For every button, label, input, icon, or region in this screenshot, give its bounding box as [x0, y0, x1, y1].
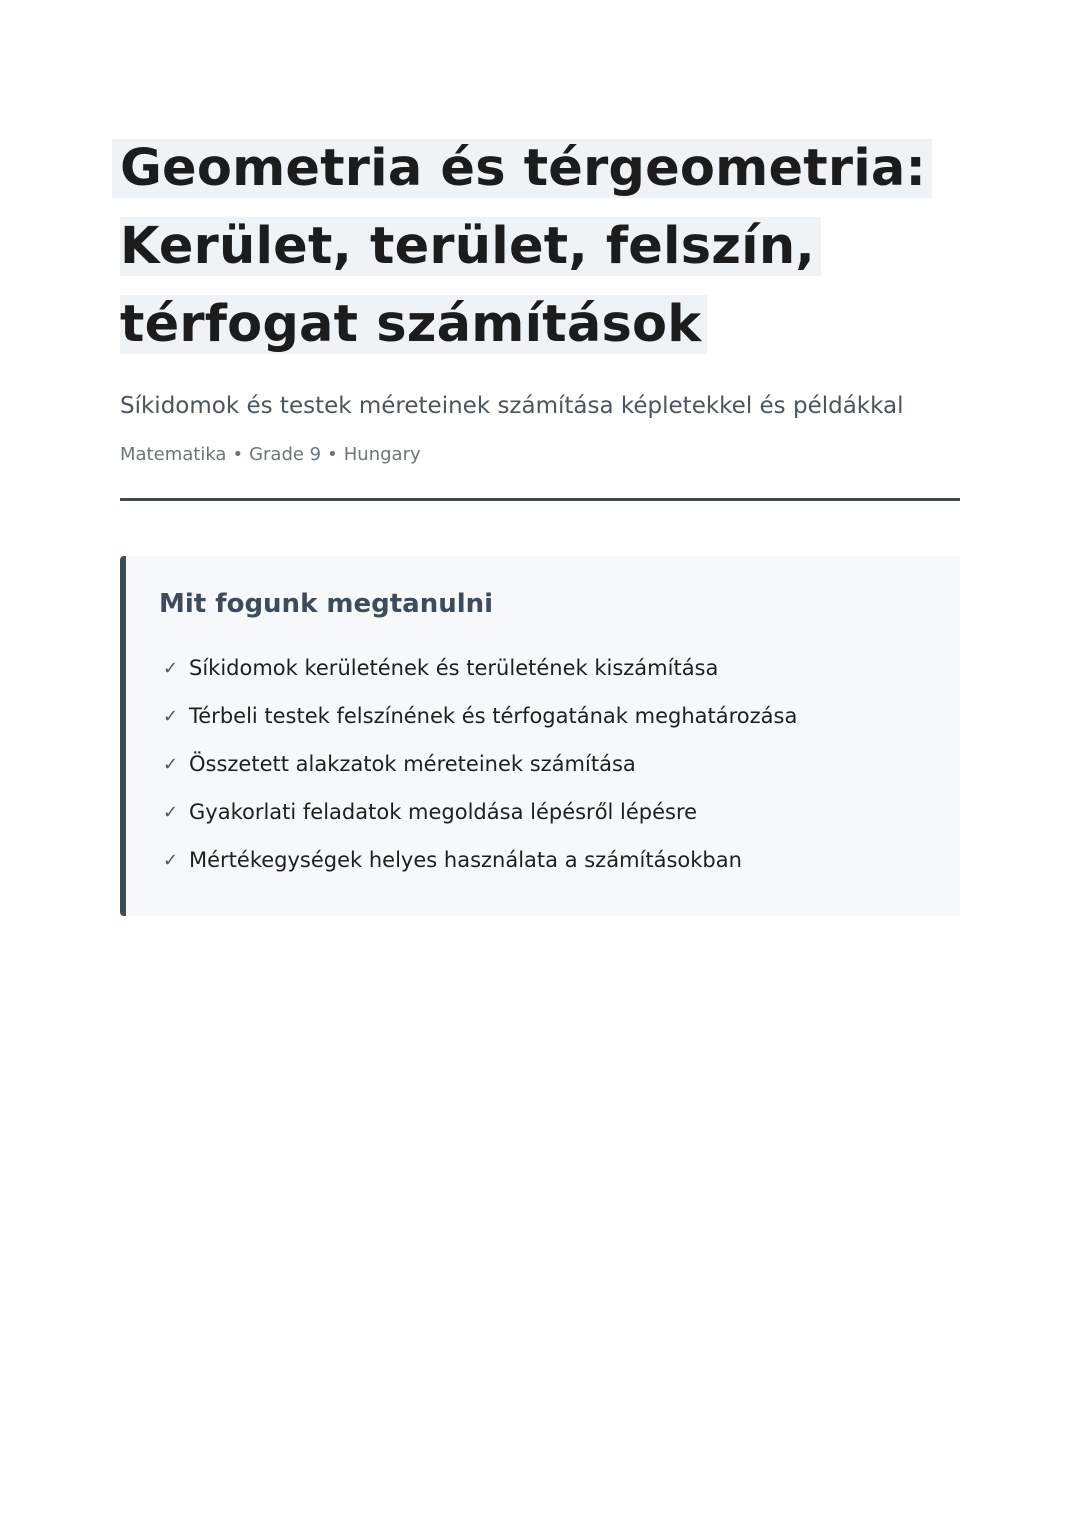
- meta-line: [120, 442, 960, 468]
- list-item: [159, 788, 930, 836]
- objectives-list: [159, 644, 930, 884]
- page-subtitle: Síkidomok és testek méreteinek számítása képletekkel és példákkal: [120, 393, 904, 419]
- header-divider: [120, 498, 960, 501]
- list-item: [159, 692, 930, 740]
- check-icon: ✓: [163, 801, 179, 823]
- title-line-3: térfogat számítások: [120, 295, 707, 354]
- objective-text: Térbeli testek felszínének és térfogatának meghatározása: [189, 704, 798, 728]
- objective-text: Gyakorlati feladatok megoldása lépésről lépésre: [189, 800, 698, 824]
- meta-country: Hungary: [343, 444, 421, 465]
- objectives-title: Mit fogunk megtanulni: [159, 589, 494, 619]
- check-icon: ✓: [163, 705, 179, 727]
- meta-grade: Grade 9: [249, 444, 322, 465]
- title-line-1: Geometria és térgeometria:: [112, 139, 932, 198]
- check-icon: ✓: [163, 753, 179, 775]
- check-icon: ✓: [163, 657, 179, 679]
- meta-subject: Matematika: [120, 444, 227, 465]
- objective-text: Síkidomok kerületének és területének kiszámítása: [189, 656, 719, 680]
- title-line-2: Kerület, terület, felszín,: [120, 217, 821, 276]
- meta-separator: •: [327, 444, 338, 465]
- objective-text: Mértékegységek helyes használata a számításokban: [189, 848, 742, 872]
- check-icon: ✓: [163, 849, 179, 871]
- page-title: [120, 130, 960, 364]
- objective-text: Összetett alakzatok méreteinek számítása: [189, 752, 636, 776]
- list-item: [159, 644, 930, 692]
- list-item: [159, 836, 930, 884]
- document-page: [120, 130, 960, 916]
- meta-separator: •: [232, 444, 244, 465]
- learning-objectives-box: [120, 556, 960, 916]
- list-item: [159, 740, 930, 788]
